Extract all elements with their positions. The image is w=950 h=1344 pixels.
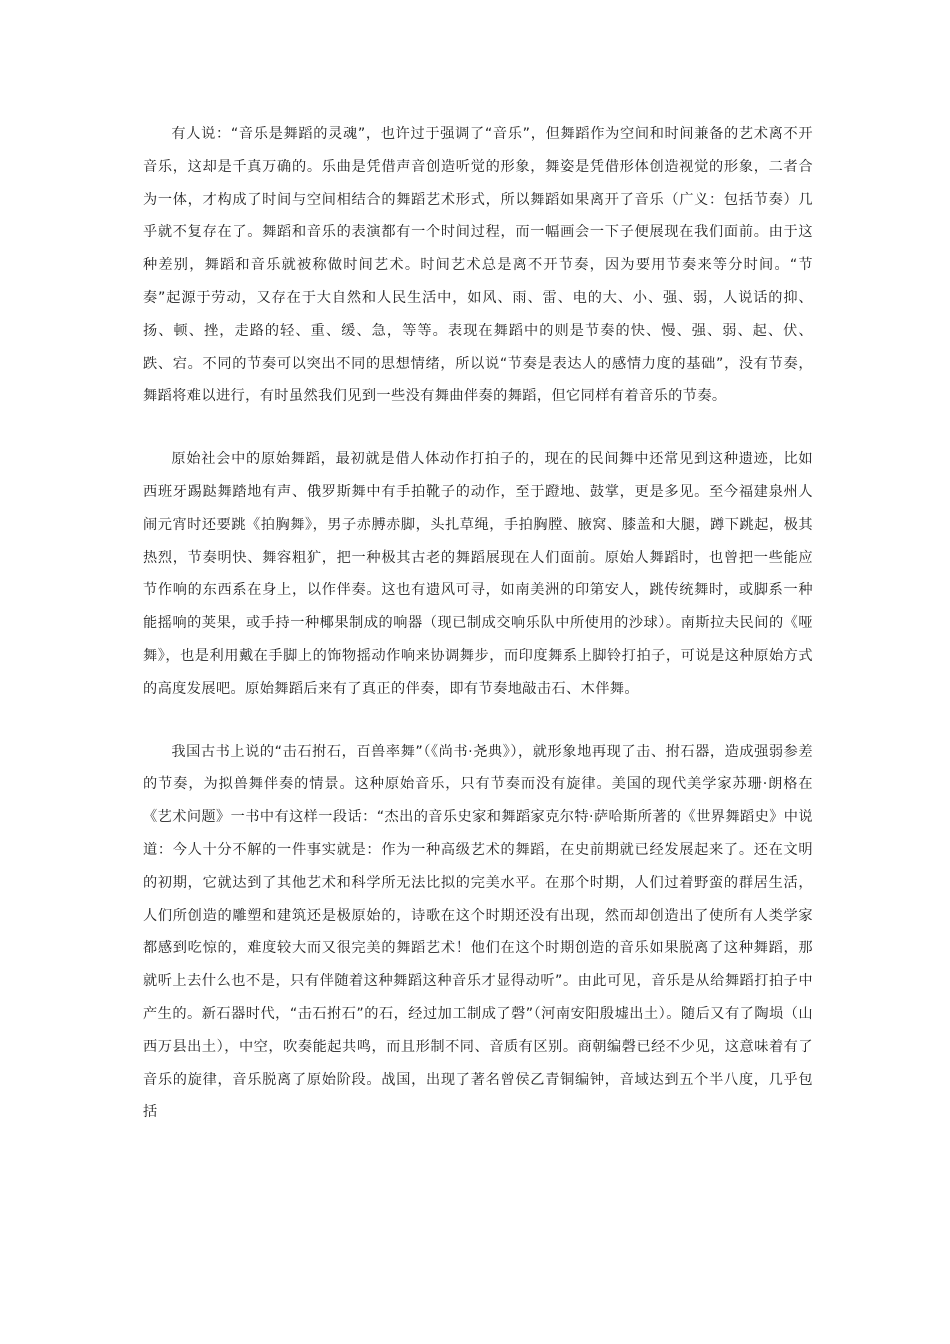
document-body <box>143 118 813 1129</box>
paragraph-2: 原始社会中的原始舞蹈，最初就是借人体动作打拍子的，现在的民间舞中还常见到这种遗迹，比如西班牙踢跶舞踏地有声、俄罗斯舞中有手拍靴子的动作，至于蹬地、鼓掌，更是多见。至今福建泉州人闹元宵时还要跳《拍胸舞》，男子赤膊赤脚，头扎草绳，手拍胸膛、腋窝、膝盖和大腿，蹲下跳起，极其热烈，节奏明快、舞容粗犷，把一种极其古老的舞蹈展现在人们面前。原始人舞蹈时，也曾把一些能应节作响的东西系在身上，以作伴奏。这也有遗风可寻，如南美洲的印第安人，跳传统舞时，或脚系一种能摇响的荚果，或手持一种椰果制成的响器（现已制成交响乐队中所使用的沙球）。南斯拉夫民间的《哑舞》，也是利用戴在手脚上的饰物摇动作响来协调舞步，而印度舞系上脚铃打拍子，可说是这种原始方式的高度发展吧。原始舞蹈后来有了真正的伴奏，即有节奏地敲击石、木伴舞。 <box>143 451 813 697</box>
paragraph-1: 有人说：“音乐是舞蹈的灵魂”，也许过于强调了“音乐”，但舞蹈作为空间和时间兼备的艺术离不开音乐，这却是千真万确的。乐曲是凭借声音创造听觉的形象，舞姿是凭借形体创造视觉的形象，二者合为一体，才构成了时间与空间相结合的舞蹈艺术形式，所以舞蹈如果离开了音乐（广义：包括节奏）几乎就不复存在了。舞蹈和音乐的表演都有一个时间过程，而一幅画会一下子便展现在我们面前。由于这种差别，舞蹈和音乐就被称做时间艺术。时间艺术总是离不开节奏，因为要用节奏来等分时间。“节奏”起源于劳动，又存在于大自然和人民生活中，如风、雨、雷、电的大、小、强、弱，人说话的抑、扬、顿、挫，走路的轻、重、缓、急，等等。表现在舞蹈中的则是节奏的快、慢、强、弱、起、伏、跌、宕。不同的节奏可以突出不同的思想情绪，所以说“节奏是表达人的感情力度的基础”，没有节奏，舞蹈将难以进行，有时虽然我们见到一些没有舞曲伴奏的舞蹈，但它同样有着音乐的节奏。 <box>143 126 813 405</box>
paragraph-3: 我国古书上说的“击石拊石，百兽率舞”（《尚书·尧典》），就形象地再现了击、拊石器，造成强弱参差的节奏，为拟兽舞伴奏的情景。这种原始音乐，只有节奏而没有旋律。美国的现代美学家苏珊·朗格在《艺术问题》一书中有这样一段话：“杰出的音乐史家和舞蹈家克尔特·萨哈斯所著的《世界舞蹈史》中说道：今人十分不解的一件事实就是：作为一种高级艺术的舞蹈，在史前期就已经发展起来了。还在文明的初期，它就达到了其他艺术和科学所无法比拟的完美水平。在那个时期，人们过着野蛮的群居生活，人们所创造的雕塑和建筑还是极原始的，诗歌在这个时期还没有出现，然而却创造出了使所有人类学家都感到吃惊的，难度较大而又很完美的舞蹈艺术！他们在这个时期创造的音乐如果脱离了这种舞蹈，那就听上去什么也不是，只有伴随着这种舞蹈这种音乐才显得动听”。由此可见，音乐是从给舞蹈打拍子中产生的。新石器时代，“击石拊石”的石，经过加工制成了磬”（河南安阳殷墟出土）。随后又有了陶埙（山西万县出土），中空，吹奏能起共鸣，而且形制不同、音质有区别。商朝编磬已经不少见，这意味着有了音乐的旋律，音乐脱离了原始阶段。战国，出现了著名曾侯乙青铜编钟，音域达到五个半八度，几乎包括 <box>143 743 813 1121</box>
